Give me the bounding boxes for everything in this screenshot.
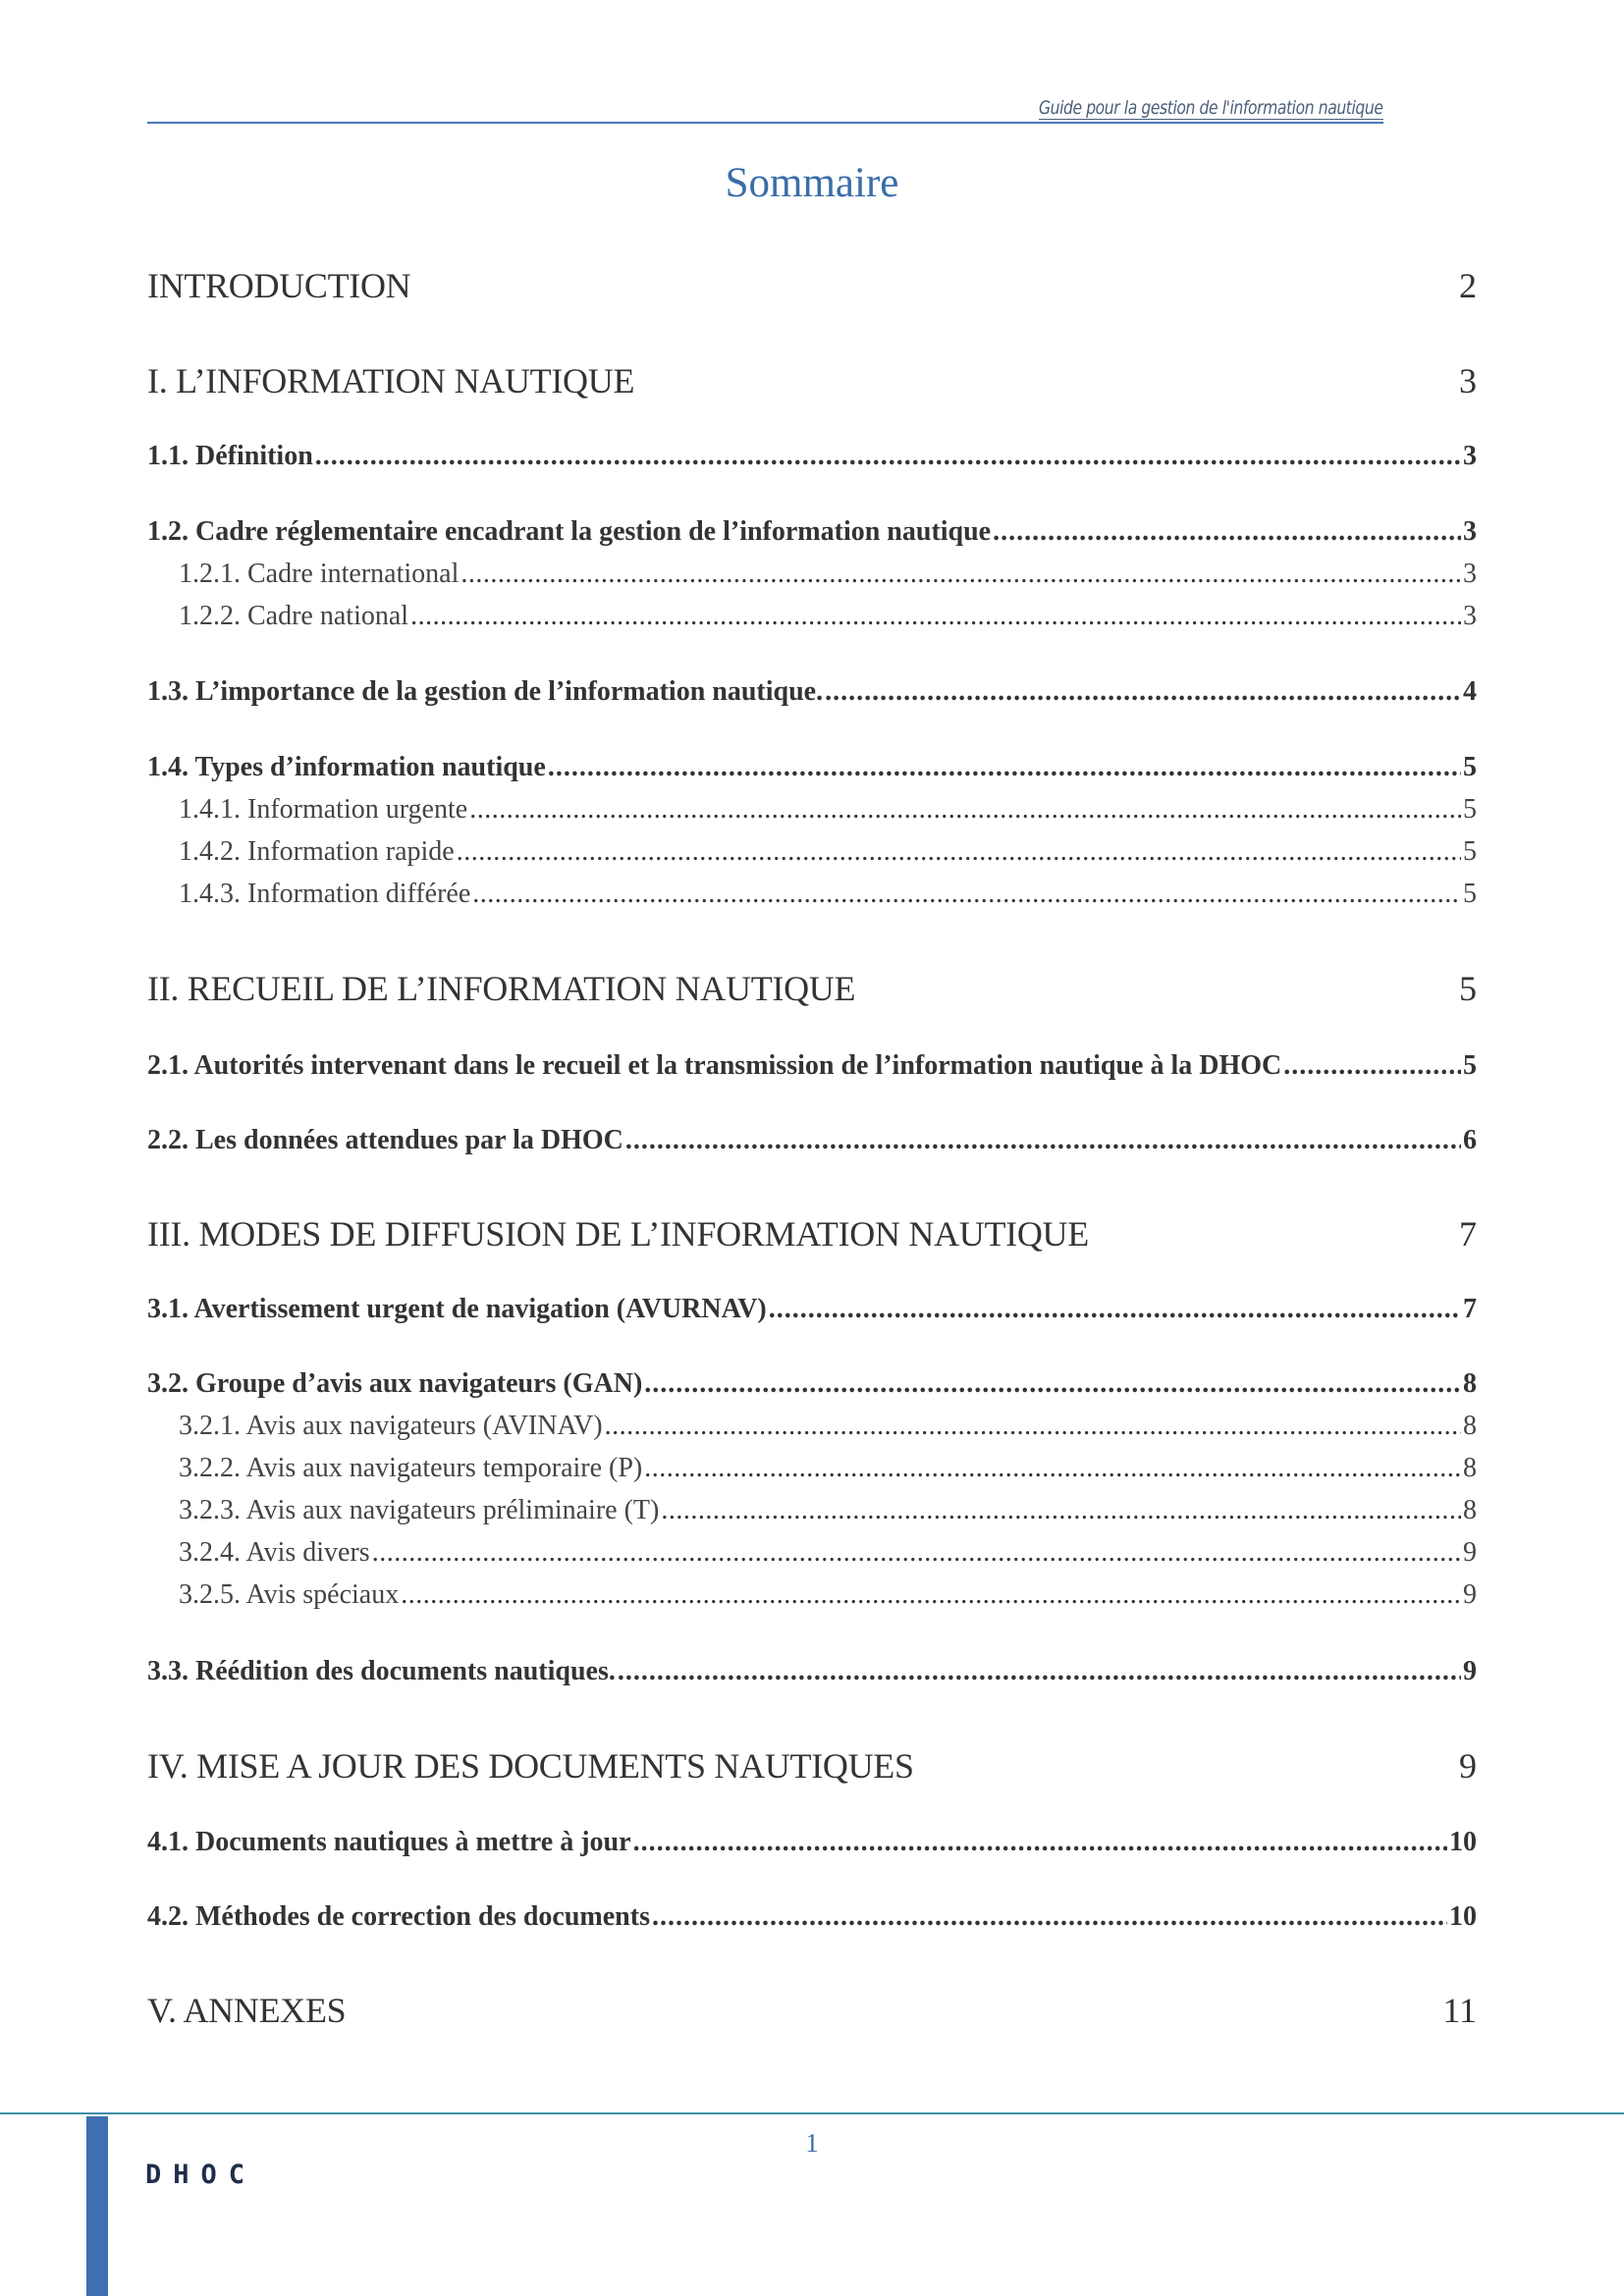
dot-leader: [410, 601, 1461, 632]
toc-entry-page: 4: [1463, 676, 1477, 707]
toc-entry-1-4-1[interactable]: [147, 794, 1477, 826]
toc-entry-label: 3.2.4. Avis divers: [179, 1537, 370, 1568]
toc-entry-label: 3.2. Groupe d’avis aux navigateurs (GAN): [147, 1368, 643, 1399]
page-title: Sommaire: [725, 160, 899, 206]
dot-leader: [401, 1579, 1461, 1611]
toc-entry-1-2-1[interactable]: [147, 559, 1477, 590]
dot-leader: [605, 1411, 1461, 1442]
toc-entry-label: 1.4.1. Information urgente: [179, 794, 468, 825]
dot-leader: [469, 794, 1461, 826]
toc-entry-3-3[interactable]: [147, 1656, 1477, 1687]
toc-entry-chapter-1[interactable]: [147, 360, 1477, 401]
toc-entry-page: 3: [1463, 601, 1477, 631]
toc-entry-page: 11: [1442, 1991, 1477, 2030]
dot-leader: [1283, 1050, 1461, 1082]
toc-entry-page: 5: [1459, 969, 1477, 1008]
toc-entry-label: 3.2.1. Avis aux navigateurs (AVINAV): [179, 1411, 603, 1441]
dot-leader: [825, 676, 1461, 708]
toc-entry-page: 9: [1463, 1537, 1477, 1568]
dot-leader: [769, 1294, 1461, 1325]
toc-entry-introduction[interactable]: [147, 265, 1477, 306]
toc-entry-page: 5: [1463, 1050, 1477, 1081]
toc-entry-page: 8: [1463, 1453, 1477, 1483]
dot-leader: [661, 1495, 1461, 1526]
toc-entry-3-2-3[interactable]: [147, 1495, 1477, 1526]
dot-leader: [472, 879, 1461, 910]
toc-entry-label: 1.4. Types d’information nautique: [147, 752, 546, 782]
toc-entry-1-4-3[interactable]: [147, 879, 1477, 910]
toc-entry-chapter-4[interactable]: [147, 1745, 1477, 1787]
toc-entry-page: 3: [1463, 559, 1477, 589]
toc-entry-page: 8: [1463, 1411, 1477, 1441]
toc-entry-page: 10: [1449, 1827, 1477, 1857]
dot-leader: [457, 836, 1461, 868]
toc-entry-label: II. RECUEIL DE L’INFORMATION NAUTIQUE: [147, 969, 856, 1008]
toc-entry-page: 10: [1449, 1901, 1477, 1932]
toc-entry-page: 3: [1463, 516, 1477, 547]
dot-leader: [644, 1453, 1461, 1484]
toc-entry-label: INTRODUCTION: [147, 266, 411, 305]
toc-entry-4-1[interactable]: [147, 1827, 1477, 1858]
dot-leader: [372, 1537, 1461, 1569]
toc-entry-label: I. L’INFORMATION NAUTIQUE: [147, 361, 635, 400]
dot-leader: [315, 441, 1461, 472]
header-rule: [147, 122, 1383, 124]
toc-entry-1-4-2[interactable]: [147, 836, 1477, 868]
toc-entry-page: 7: [1459, 1214, 1477, 1254]
toc-entry-label: 1.4.2. Information rapide: [179, 836, 455, 867]
toc-entry-label: 1.4.3. Information différée: [179, 879, 471, 909]
dot-leader: [460, 559, 1461, 590]
toc-entry-label: 2.1. Autorités intervenant dans le recueil et la transmission de l’information nautique à la DHOC: [147, 1050, 1282, 1081]
toc-entry-label: III. MODES DE DIFFUSION DE L’INFORMATION NAUTIQUE: [147, 1214, 1089, 1254]
dot-leader: [618, 1656, 1461, 1687]
toc-entry-label: 3.2.3. Avis aux navigateurs préliminaire (T): [179, 1495, 660, 1525]
dot-leader: [652, 1901, 1447, 1933]
toc-entry-3-2-1[interactable]: [147, 1411, 1477, 1442]
toc-entry-page: 2: [1459, 266, 1477, 305]
dot-leader: [548, 752, 1461, 783]
toc-entry-page: 6: [1463, 1125, 1477, 1155]
dot-leader: [644, 1368, 1461, 1400]
toc-entry-label: 4.1. Documents nautiques à mettre à jour: [147, 1827, 631, 1857]
toc-entry-page: 3: [1459, 361, 1477, 400]
toc-entry-3-2[interactable]: [147, 1368, 1477, 1400]
toc-entry-label: 4.2. Méthodes de correction des documents: [147, 1901, 650, 1932]
footer-organization: DHOC: [145, 2160, 257, 2190]
footer-rule: [0, 2112, 1624, 2114]
toc-entry-page: 5: [1463, 752, 1477, 782]
toc-entry-1-4[interactable]: [147, 752, 1477, 783]
toc-entry-label: 3.2.5. Avis spéciaux: [179, 1579, 400, 1610]
toc-entry-chapter-2[interactable]: [147, 968, 1477, 1009]
toc-entry-page: 8: [1463, 1368, 1477, 1399]
toc-entry-4-2[interactable]: [147, 1901, 1477, 1933]
toc-entry-page: 3: [1463, 441, 1477, 471]
toc-entry-label: 1.3. L’importance de la gestion de l’information nautique.: [147, 676, 824, 707]
toc-entry-label: 1.2. Cadre réglementaire encadrant la gestion de l’information nautique: [147, 516, 992, 547]
toc-entry-label: IV. MISE A JOUR DES DOCUMENTS NAUTIQUES: [147, 1746, 914, 1786]
toc-entry-3-1[interactable]: [147, 1294, 1477, 1325]
toc-entry-label: 1.1. Définition: [147, 441, 313, 471]
toc-entry-page: 9: [1463, 1579, 1477, 1610]
toc-entry-label: 3.2.2. Avis aux navigateurs temporaire (P): [179, 1453, 643, 1483]
toc-entry-3-2-5[interactable]: [147, 1579, 1477, 1611]
toc-entry-2-2[interactable]: [147, 1125, 1477, 1156]
toc-entry-page: 9: [1459, 1746, 1477, 1786]
toc-entry-chapter-3[interactable]: [147, 1213, 1477, 1255]
toc-entry-1-3[interactable]: [147, 676, 1477, 708]
toc-entry-label: 1.2.2. Cadre national: [179, 601, 409, 631]
dot-leader: [625, 1125, 1461, 1156]
toc-entry-label: V. ANNEXES: [147, 1991, 347, 2030]
toc-entry-label: 3.1. Avertissement urgent de navigation (AVURNAV): [147, 1294, 767, 1324]
toc-entry-1-1[interactable]: [147, 441, 1477, 472]
dot-leader: [633, 1827, 1447, 1858]
toc-entry-1-2-2[interactable]: [147, 601, 1477, 632]
toc-entry-2-1[interactable]: [147, 1050, 1477, 1082]
toc-entry-page: 9: [1463, 1656, 1477, 1686]
toc-entry-annexes[interactable]: [147, 1990, 1477, 2031]
toc-entry-page: 5: [1463, 836, 1477, 867]
toc-entry-1-2[interactable]: [147, 516, 1477, 548]
dot-leader: [993, 516, 1461, 548]
toc-entry-3-2-4[interactable]: [147, 1537, 1477, 1569]
toc-entry-page: 8: [1463, 1495, 1477, 1525]
running-header-title: Guide pour la gestion de l'information nautique: [1039, 97, 1383, 119]
toc-entry-page: 5: [1463, 879, 1477, 909]
toc-entry-page: 5: [1463, 794, 1477, 825]
page-number: 1: [805, 2128, 819, 2158]
toc-entry-label: 3.3. Réédition des documents nautiques.: [147, 1656, 616, 1686]
toc-entry-label: 1.2.1. Cadre international: [179, 559, 460, 589]
toc-entry-3-2-2[interactable]: [147, 1453, 1477, 1484]
toc-entry-label: 2.2. Les données attendues par la DHOC: [147, 1125, 623, 1155]
toc-entry-page: 7: [1463, 1294, 1477, 1324]
